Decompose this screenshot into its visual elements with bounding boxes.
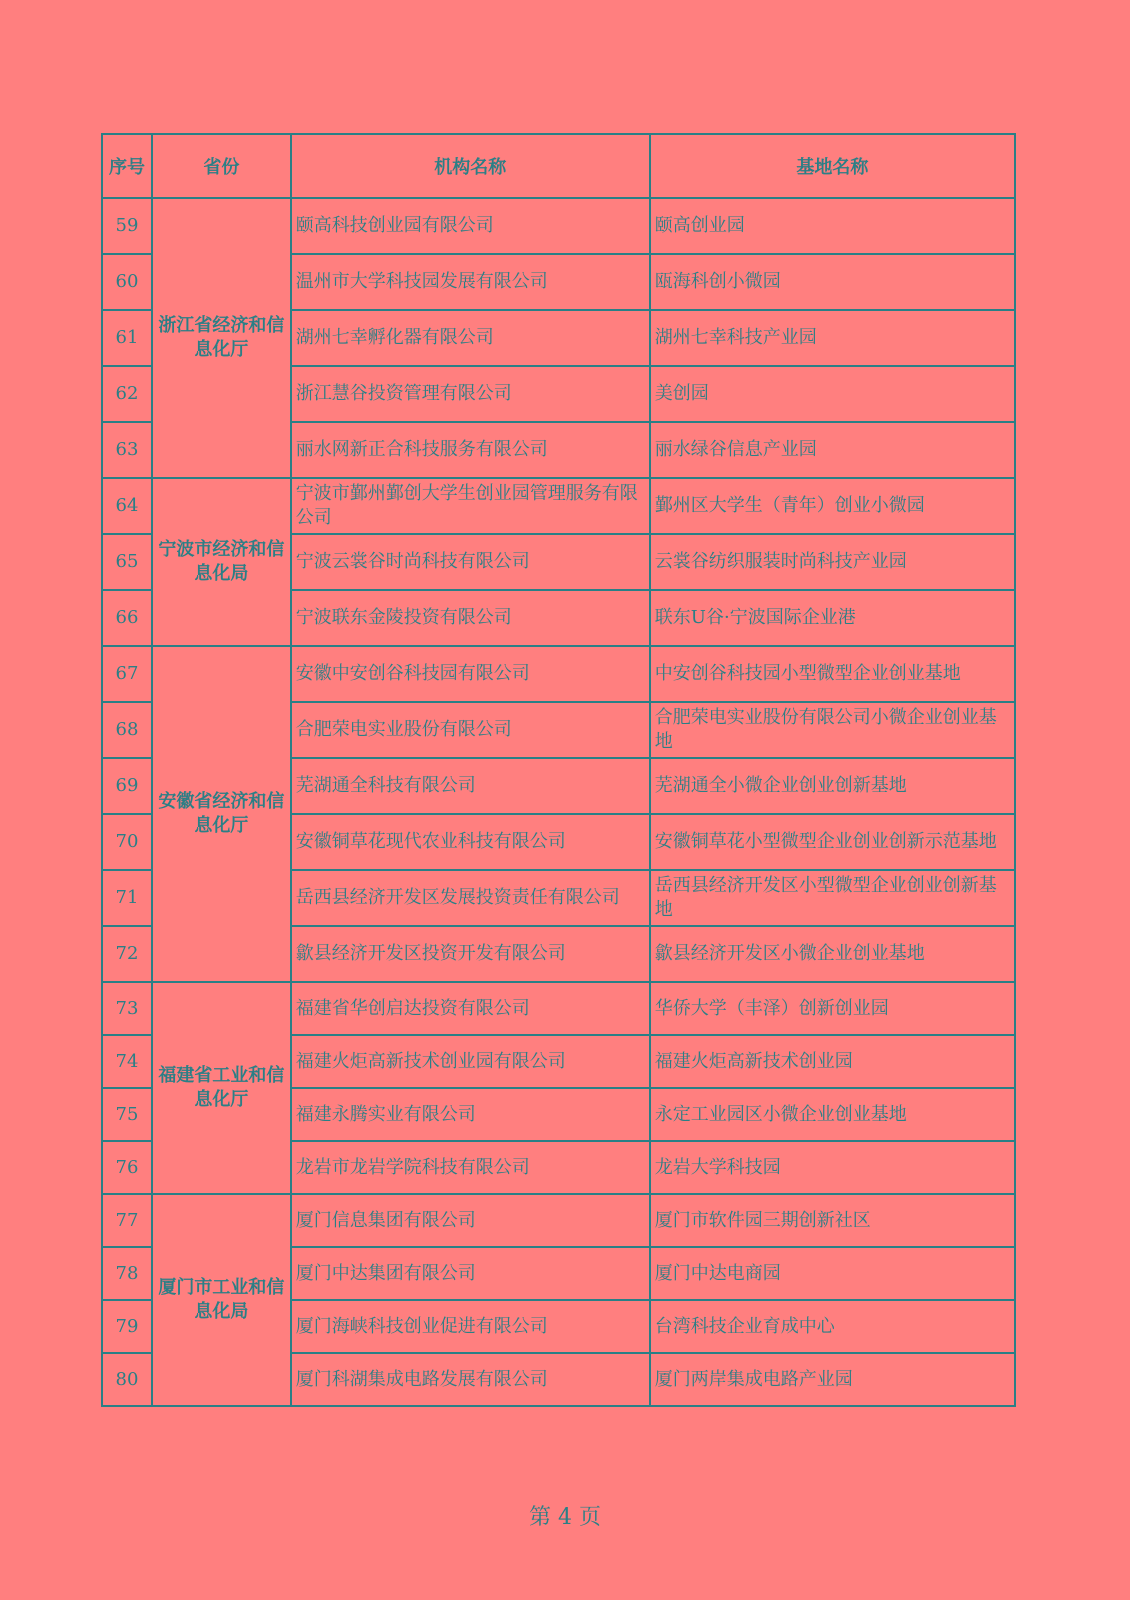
organization-name: 颐高科技创业园有限公司 — [291, 198, 650, 254]
base-name: 云裳谷纺织服装时尚科技产业园 — [650, 534, 1015, 590]
organization-name: 厦门科湖集成电路发展有限公司 — [291, 1353, 650, 1406]
base-name: 厦门两岸集成电路产业园 — [650, 1353, 1015, 1406]
organization-name: 芜湖通全科技有限公司 — [291, 758, 650, 814]
row-index: 76 — [102, 1141, 152, 1194]
row-index: 72 — [102, 926, 152, 982]
header-province: 省份 — [152, 134, 291, 198]
organization-name: 宁波市鄞州鄞创大学生创业园管理服务有限公司 — [291, 478, 650, 534]
base-name: 湖州七幸科技产业园 — [650, 310, 1015, 366]
row-index: 80 — [102, 1353, 152, 1406]
row-index: 64 — [102, 478, 152, 534]
base-name: 厦门中达电商园 — [650, 1247, 1015, 1300]
row-index: 75 — [102, 1088, 152, 1141]
row-index: 62 — [102, 366, 152, 422]
table-row — [102, 646, 1015, 702]
base-name: 颐高创业园 — [650, 198, 1015, 254]
row-index: 66 — [102, 590, 152, 646]
table-body — [102, 198, 1015, 1406]
organization-name: 厦门海峡科技创业促进有限公司 — [291, 1300, 650, 1353]
table-row — [102, 1194, 1015, 1247]
base-name: 芜湖通全小微企业创业创新基地 — [650, 758, 1015, 814]
organization-name: 合肥荣电实业股份有限公司 — [291, 702, 650, 758]
base-name: 歙县经济开发区小微企业创业基地 — [650, 926, 1015, 982]
header-base: 基地名称 — [650, 134, 1015, 198]
province-cell: 浙江省经济和信息化厅 — [152, 198, 291, 478]
organization-name: 福建永腾实业有限公司 — [291, 1088, 650, 1141]
organization-name: 安徽铜草花现代农业科技有限公司 — [291, 814, 650, 870]
row-index: 69 — [102, 758, 152, 814]
header-organization: 机构名称 — [291, 134, 650, 198]
row-index: 79 — [102, 1300, 152, 1353]
base-name: 瓯海科创小微园 — [650, 254, 1015, 310]
organization-name: 厦门中达集团有限公司 — [291, 1247, 650, 1300]
table-row — [102, 478, 1015, 534]
row-index: 74 — [102, 1035, 152, 1088]
row-index: 67 — [102, 646, 152, 702]
organization-name: 歙县经济开发区投资开发有限公司 — [291, 926, 650, 982]
base-name: 福建火炬高新技术创业园 — [650, 1035, 1015, 1088]
province-cell: 厦门市工业和信息化局 — [152, 1194, 291, 1406]
base-list-table — [101, 133, 1016, 1407]
organization-name: 宁波云裳谷时尚科技有限公司 — [291, 534, 650, 590]
province-cell: 宁波市经济和信息化局 — [152, 478, 291, 646]
organization-name: 温州市大学科技园发展有限公司 — [291, 254, 650, 310]
row-index: 65 — [102, 534, 152, 590]
table-row — [102, 982, 1015, 1035]
organization-name: 龙岩市龙岩学院科技有限公司 — [291, 1141, 650, 1194]
row-index: 59 — [102, 198, 152, 254]
base-name: 美创园 — [650, 366, 1015, 422]
base-name: 永定工业园区小微企业创业基地 — [650, 1088, 1015, 1141]
organization-name: 湖州七幸孵化器有限公司 — [291, 310, 650, 366]
organization-name: 福建火炬高新技术创业园有限公司 — [291, 1035, 650, 1088]
organization-name: 浙江慧谷投资管理有限公司 — [291, 366, 650, 422]
base-name: 安徽铜草花小型微型企业创业创新示范基地 — [650, 814, 1015, 870]
row-index: 77 — [102, 1194, 152, 1247]
organization-name: 岳西县经济开发区发展投资责任有限公司 — [291, 870, 650, 926]
organization-name: 安徽中安创谷科技园有限公司 — [291, 646, 650, 702]
row-index: 63 — [102, 422, 152, 478]
row-index: 60 — [102, 254, 152, 310]
row-index: 61 — [102, 310, 152, 366]
row-index: 70 — [102, 814, 152, 870]
base-name: 台湾科技企业育成中心 — [650, 1300, 1015, 1353]
province-cell: 安徽省经济和信息化厅 — [152, 646, 291, 982]
page-number: 第 4 页 — [529, 1505, 601, 1530]
base-name: 岳西县经济开发区小型微型企业创业创新基地 — [650, 870, 1015, 926]
base-name: 联东U谷·宁波国际企业港 — [650, 590, 1015, 646]
base-name: 龙岩大学科技园 — [650, 1141, 1015, 1194]
base-name: 丽水绿谷信息产业园 — [650, 422, 1015, 478]
table-header-row — [102, 134, 1015, 198]
base-name: 中安创谷科技园小型微型企业创业基地 — [650, 646, 1015, 702]
base-name: 合肥荣电实业股份有限公司小微企业创业基地 — [650, 702, 1015, 758]
province-cell: 福建省工业和信息化厅 — [152, 982, 291, 1194]
table-row — [102, 198, 1015, 254]
row-index: 73 — [102, 982, 152, 1035]
organization-name: 福建省华创启达投资有限公司 — [291, 982, 650, 1035]
base-name: 华侨大学（丰泽）创新创业园 — [650, 982, 1015, 1035]
organization-name: 厦门信息集团有限公司 — [291, 1194, 650, 1247]
row-index: 68 — [102, 702, 152, 758]
base-name: 鄞州区大学生（青年）创业小微园 — [650, 478, 1015, 534]
base-name: 厦门市软件园三期创新社区 — [650, 1194, 1015, 1247]
row-index: 71 — [102, 870, 152, 926]
organization-name: 丽水网新正合科技服务有限公司 — [291, 422, 650, 478]
organization-name: 宁波联东金陵投资有限公司 — [291, 590, 650, 646]
header-index: 序号 — [102, 134, 152, 198]
row-index: 78 — [102, 1247, 152, 1300]
